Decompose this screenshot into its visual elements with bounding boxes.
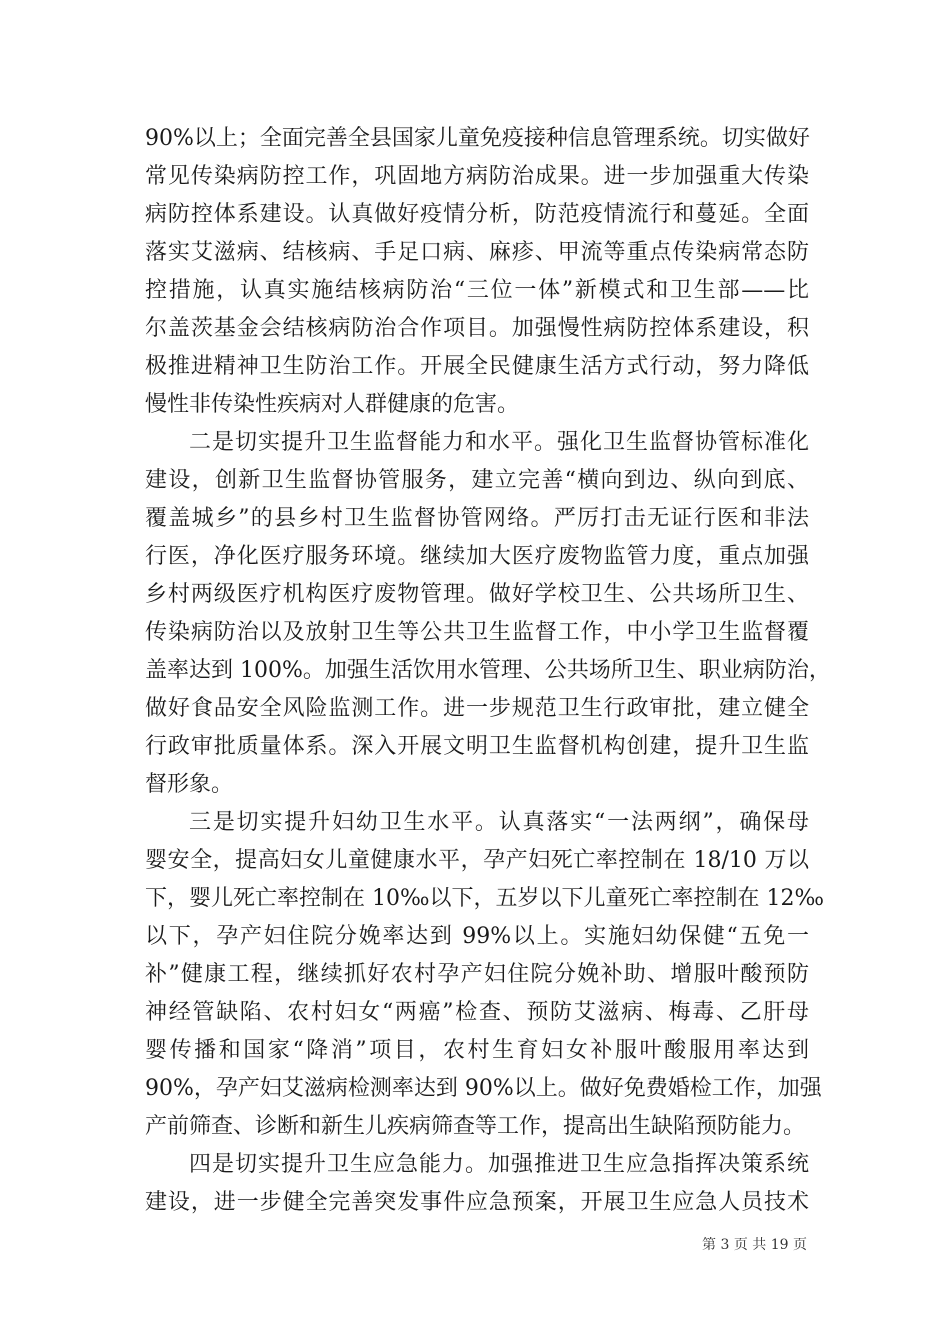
text-line: 建设，创新卫生监督协管服务，建立完善“横向到边、纵向到底、 (145, 468, 809, 493)
text-line: 婴传播和国家“降消”项目，农村生育妇女补服叶酸服用率达到 (145, 1038, 809, 1063)
text-line: 控措施，认真实施结核病防治“三位一体”新模式和卫生部——比 (145, 278, 809, 303)
text-line: 补”健康工程，继续抓好农村孕产妇住院分娩补助、增服叶酸预防 (145, 962, 809, 987)
text-line: 神经管缺陷、农村妇女“两癌”检查、预防艾滋病、梅毒、乙肝母 (145, 1000, 809, 1025)
text-line: 尔盖茨基金会结核病防治合作项目。加强慢性病防控体系建设，积 (145, 316, 809, 341)
text-line: 病防控体系建设。认真做好疫情分析，防范疫情流行和蔓延。全面 (145, 202, 809, 227)
text-line: 做好食品安全风险监测工作。进一步规范卫生行政审批，建立健全 (145, 696, 809, 721)
text-line: 三是切实提升妇幼卫生水平。认真落实“一法两纲”，确保母 (189, 810, 809, 835)
paragraph-health-supervision (145, 424, 831, 804)
text-line: 传染病防治以及放射卫生等公共卫生监督工作，中小学卫生监督覆 (145, 620, 809, 645)
document-body (145, 120, 831, 1222)
text-line: 下，婴儿死亡率控制在 10‰以下，五岁以下儿童死亡率控制在 12‰ (145, 886, 825, 911)
text-line: 四是切实提升卫生应急能力。加强推进卫生应急指挥决策系统 (189, 1152, 809, 1177)
text-line: 以下，孕产妇住院分娩率达到 99%以上。实施妇幼保健“五免一 (145, 924, 809, 949)
text-line: 极推进精神卫生防治工作。开展全民健康生活方式行动，努力降低 (145, 354, 809, 379)
text-line: 行医，净化医疗服务环境。继续加大医疗废物监管力度，重点加强 (145, 544, 809, 569)
text-line: 90%以上；全面完善全县国家儿童免疫接种信息管理系统。切实做好 (145, 126, 810, 151)
text-line: 常见传染病防控工作，巩固地方病防治成果。进一步加强重大传染 (145, 164, 809, 189)
text-line: 建设，进一步健全完善突发事件应急预案，开展卫生应急人员技术 (145, 1190, 809, 1215)
paragraph-emergency-response (145, 1146, 809, 1222)
text-line: 覆盖城乡”的县乡村卫生监督协管网络。严厉打击无证行医和非法 (145, 506, 809, 531)
text-line: 行政审批质量体系。深入开展文明卫生监督机构创建，提升卫生监 (145, 734, 809, 759)
page-number-footer: 第 3 页 共 19 页 (702, 1237, 807, 1253)
text-line: 乡村两级医疗机构医疗废物管理。做好学校卫生、公共场所卫生、 (145, 582, 809, 607)
paragraph-epidemic-control (145, 120, 809, 424)
text-line: 婴安全，提高妇女儿童健康水平，孕产妇死亡率控制在 18/10 万以 (145, 848, 809, 873)
paragraph-maternal-child-health (145, 804, 825, 1146)
text-line: 二是切实提升卫生监督能力和水平。强化卫生监督协管标准化 (189, 430, 809, 455)
text-line: 盖率达到 100%。加强生活饮用水管理、公共场所卫生、职业病防治， (145, 658, 831, 683)
text-line: 90%，孕产妇艾滋病检测率达到 90%以上。做好免费婚检工作，加强 (145, 1076, 822, 1101)
text-line: 落实艾滋病、结核病、手足口病、麻疹、甲流等重点传染病常态防 (145, 240, 809, 265)
text-line: 督形象。 (145, 772, 234, 797)
text-line: 慢性非传染性疾病对人群健康的危害。 (145, 392, 520, 417)
text-line: 产前筛查、诊断和新生儿疾病筛查等工作，提高出生缺陷预防能力。 (145, 1114, 806, 1139)
